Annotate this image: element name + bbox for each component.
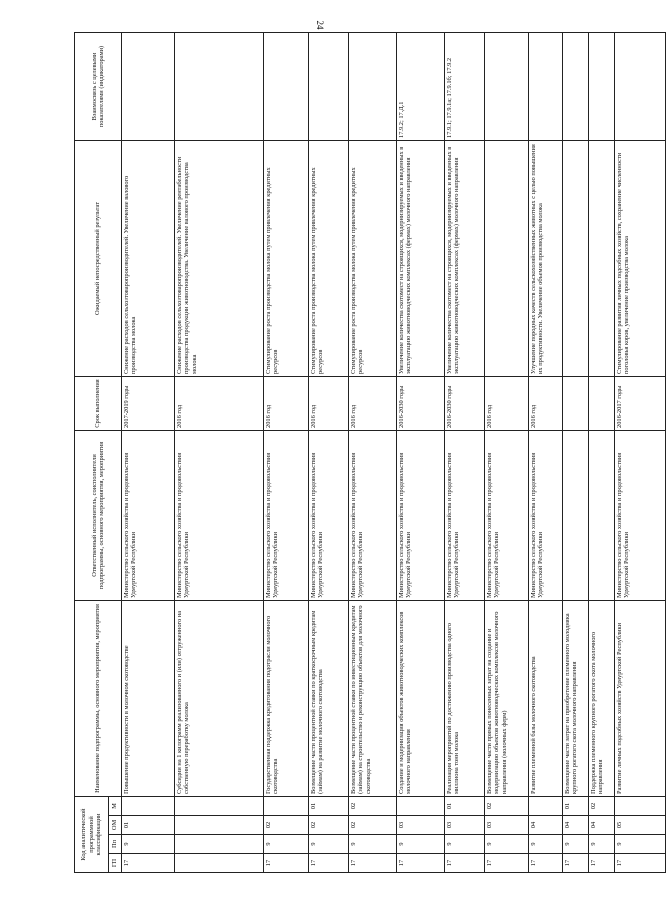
cell-code-gp: 17 [485,854,529,873]
table-row [529,32,563,872]
cell-name: Создание и модернизация объектов животноводческих комплексов молочного направления [397,600,445,796]
cell-result [563,140,589,376]
cell-code-gp: 17 [563,854,589,873]
cell-code-om [175,816,264,835]
cell-code-pp: 9 [264,835,309,854]
cell-deadline [563,376,589,430]
cell-code-om: 04 [563,816,589,835]
cell-code-om: 01 [122,816,175,835]
cell-result: Стимулирование роста производства молока путем привлечения кредитных ресурсов [309,140,349,376]
cell-result [485,140,529,376]
cell-deadline: 2016-2017 годы [615,376,666,430]
cell-code-pp: 9 [589,835,615,854]
header-code-om: ОМ [109,816,122,835]
cell-deadline [589,376,615,430]
cell-code-pp: 9 [397,835,445,854]
cell-responsible: Министерство сельского хозяйства и продовольствия Удмуртской Республики [445,430,485,600]
cell-responsible: Министерство сельского хозяйства и продовольствия Удмуртской Республики [309,430,349,600]
cell-deadline: 2016 год [309,376,349,430]
cell-code-om: 03 [445,816,485,835]
cell-result: Стимулирование роста производства молока путем привлечения кредитных ресурсов [264,140,309,376]
cell-link [615,32,666,140]
cell-code-m: 01 [563,796,589,815]
cell-code-gp: 17 [264,854,309,873]
header-responsible: Ответственный исполнитель, соисполнители подпрограммы, основного мероприятия, мероприятия [75,430,122,600]
cell-code-pp: 9 [445,835,485,854]
page-number: 24 [315,20,325,30]
cell-responsible: Министерство сельского хозяйства и продовольствия Удмуртской Республики [485,430,529,600]
cell-code-m [122,796,175,815]
table-row [397,32,445,872]
cell-name: Развитие личных подсобных хозяйств Удмуртской Республики [615,600,666,796]
cell-deadline: 2016-2030 годы [445,376,485,430]
cell-result: Снижение расходов сельхозтоваропроизводителей. Увеличение рентабельности производства продукции животноводства. Увеличение валового производства молока [175,140,264,376]
table-body [122,32,666,872]
cell-result: Улучшение породных качеств сельскохозяйственных животных с целью повышения их продуктивности. Увеличение объемов производства молока [529,140,563,376]
cell-code-om: 04 [589,816,615,835]
table-row [122,32,175,872]
cell-link: 17.9.1; 17.9.1а; 17.9.1б; 17.9.2 [445,32,485,140]
cell-deadline: 2016 год [175,376,264,430]
cell-result: Увеличение количества скотомест на строящихся, модернизируемых и введенных в эксплуатацию животноводческих комплексах (фермах) молочного направления [445,140,485,376]
cell-link [264,32,309,140]
cell-responsible: Министерство сельского хозяйства и продовольствия Удмуртской Республики [615,430,666,600]
cell-code-m: 01 [445,796,485,815]
cell-name: Поддержка племенного крупного рогатого скота молочного направления [589,600,615,796]
cell-code-om: 02 [264,816,309,835]
cell-code-gp: 17 [122,854,175,873]
table-row [175,32,264,872]
cell-code-pp: 9 [529,835,563,854]
cell-code-gp: 17 [349,854,397,873]
cell-code-pp: 9 [615,835,666,854]
cell-code-gp: 17 [397,854,445,873]
cell-code-m: 02 [589,796,615,815]
cell-result: Стимулирование развития личных подсобных хозяйств, сохранение численности поголовья коров, увеличение производства молока [615,140,666,376]
cell-deadline: 2016 год [485,376,529,430]
cell-responsible: Министерство сельского хозяйства и продовольствия Удмуртской Республики [349,430,397,600]
program-table [74,32,666,873]
cell-code-pp: 9 [122,835,175,854]
landscape-sheet [74,33,629,873]
table-row [563,32,589,872]
cell-result: Стимулирование роста производства молока путем привлечения кредитных ресурсов [349,140,397,376]
header-deadline: Срок выполнения [75,376,122,430]
cell-code-om: 02 [309,816,349,835]
cell-code-m [615,796,666,815]
header-code-gp: ГП [109,854,122,873]
cell-code-pp: 9 [309,835,349,854]
cell-responsible [563,430,589,600]
cell-code-m [529,796,563,815]
cell-responsible: Министерство сельского хозяйства и продовольствия Удмуртской Республики [264,430,309,600]
table-row [349,32,397,872]
table-row [615,32,666,872]
cell-code-m: 01 [309,796,349,815]
cell-code-gp: 17 [445,854,485,873]
cell-code-gp: 17 [309,854,349,873]
cell-name: Возмещение части процентной ставки по инвестиционным кредитам (займам) на строительство и реконструкцию объектов для молочного скотоводства [349,600,397,796]
header-code-group: Код аналитической программной классификации [75,796,109,872]
cell-responsible: Министерство сельского хозяйства и продовольствия Удмуртской Республики [397,430,445,600]
cell-name: Возмещение части затрат на приобретение племенного молодняка крупного рогатого скота молочного направления [563,600,589,796]
cell-result [589,140,615,376]
cell-code-om: 03 [397,816,445,835]
cell-code-gp [175,854,264,873]
cell-link: 17.9.2; 17.Д.1 [397,32,445,140]
header-code-pp: Пп [109,835,122,854]
rotated-page [74,33,629,873]
table-row [589,32,615,872]
header-link: Взаимосвязь с целевыми показателями (индикаторами) [75,32,122,140]
cell-code-om: 03 [485,816,529,835]
cell-code-gp: 17 [589,854,615,873]
cell-code-pp: 9 [349,835,397,854]
cell-link [529,32,563,140]
cell-code-pp: 9 [563,835,589,854]
cell-name: Субсидии на 1 килограмм реализованного и (или) отгруженного на собственную переработку молока [175,600,264,796]
cell-code-gp: 17 [615,854,666,873]
cell-responsible: Министерство сельского хозяйства и продовольствия Удмуртской Республики [122,430,175,600]
cell-code-pp: 9 [485,835,529,854]
cell-name: Государственная поддержка кредитования подотрасли молочного скотоводства [264,600,309,796]
cell-link [175,32,264,140]
table-row [264,32,309,872]
table-row [309,32,349,872]
cell-code-m [175,796,264,815]
cell-link [349,32,397,140]
cell-code-gp: 17 [529,854,563,873]
cell-deadline: 2016 год [349,376,397,430]
cell-code-m: 02 [349,796,397,815]
cell-name: Возмещение части прямых понесенных затрат на создание и модернизацию объектов животноводческих комплексов молочного направления (молочных ферм) [485,600,529,796]
cell-link [485,32,529,140]
cell-deadline: 2016 год [529,376,563,430]
header-code-m: М [109,796,122,815]
cell-link [122,32,175,140]
table-row [485,32,529,872]
header-result: Ожидаемый непосредственный результат [75,140,122,376]
cell-name: Реализация мероприятий по достижению производства одного миллиона тонн молока [445,600,485,796]
cell-code-m [264,796,309,815]
cell-code-m [397,796,445,815]
cell-deadline: 2016 год [264,376,309,430]
cell-code-pp [175,835,264,854]
cell-link [563,32,589,140]
cell-responsible: Министерство сельского хозяйства и продовольствия Удмуртской Республики [529,430,563,600]
cell-code-om: 02 [349,816,397,835]
table-row [445,32,485,872]
cell-name: Повышение продуктивности в молочном скотоводстве [122,600,175,796]
cell-deadline: 2016-2030 годы [397,376,445,430]
cell-link [309,32,349,140]
cell-responsible [589,430,615,600]
cell-deadline: 2017-2019 годы [122,376,175,430]
cell-code-m: 02 [485,796,529,815]
cell-code-om: 05 [615,816,666,835]
cell-code-om: 04 [529,816,563,835]
cell-responsible: Министерство сельского хозяйства и продовольствия Удмуртской Республики [175,430,264,600]
cell-result: Увеличение количества скотомест на строящихся, модернизируемых и введенных в эксплуатацию животноводческих комплексах (фермах) молочного направления [397,140,445,376]
cell-name: Развитие племенной базы молочного скотоводства [529,600,563,796]
cell-result: Снижение расходов сельхозтоваропроизводителей. Увеличение валового производства молока [122,140,175,376]
cell-link [589,32,615,140]
cell-name: Возмещение части процентной ставки по краткосрочным кредитам (займам) на развитие молочного скотоводства [309,600,349,796]
header-name: Наименование подпрограммы, основного мероприятия, мероприятия [75,600,122,796]
